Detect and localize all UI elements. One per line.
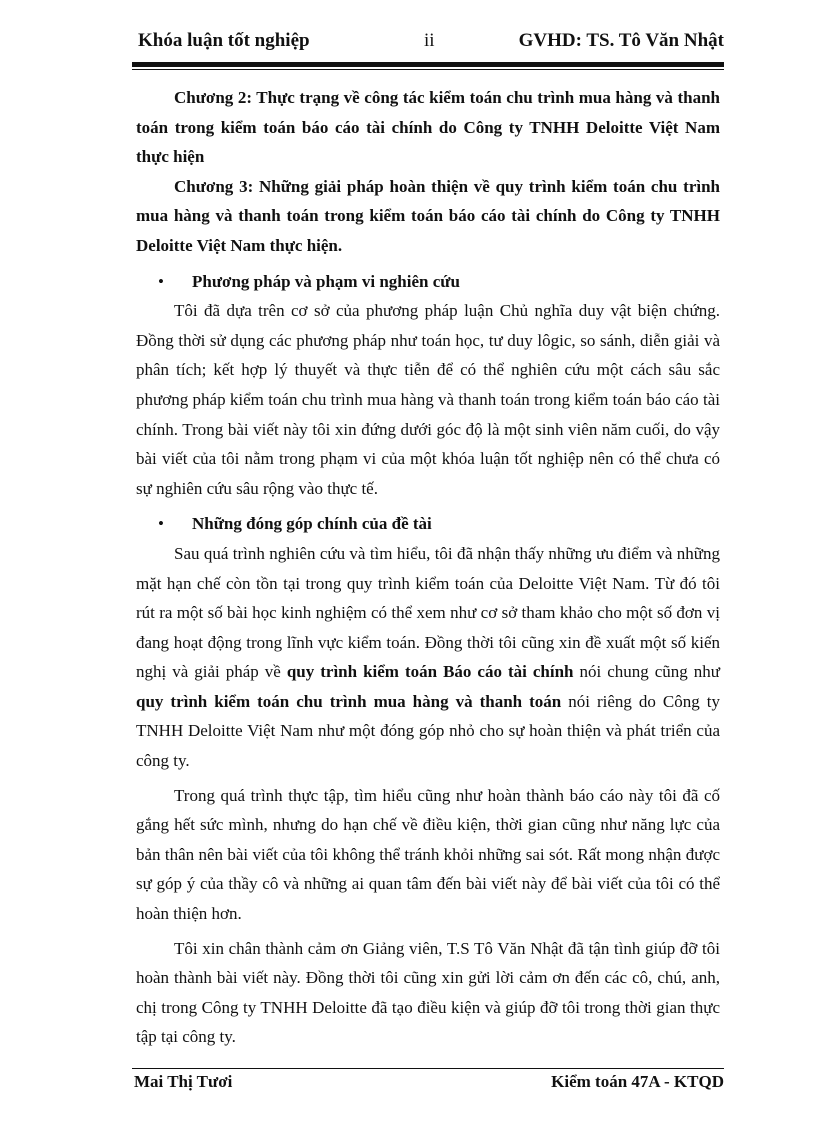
text-run: nói chung cũng như [573, 662, 721, 682]
footer-class: Kiểm toán 47A - KTQD [551, 1072, 724, 1091]
page-number: ii [424, 30, 435, 51]
bullet-icon: • [158, 514, 164, 534]
methods-paragraph: Tôi đã dựa trên cơ sở của phương pháp luận Chủ nghĩa duy vật biện chứng. Đồng thời sử dụng các phương pháp như toán học, tư duy lôgic, so sánh, diễn giải và phân tích; kết hợp lý thuyết và thực tiễn để có thể nghiên cứu một cách sâu sắc phương pháp kiểm toán chu trình mua hàng và thanh toán trong kiểm toán báo cáo tài chính. Trong bài viết này tôi xin đứng dưới góc độ là một sinh viên năm cuối, do vậy bài viết của tôi nằm trong phạm vi của một khóa luận tốt nghiệp nên có thể chưa có sự nghiên cứu sâu rộng vào thực tế. [136, 301, 720, 498]
text-run: Sau quá trình nghiên cứu và tìm hiểu, tôi đã nhận thấy những ưu điểm và những mặt hạn chế còn tồn tại trong quy trình kiểm toán của Deloitte Việt Nam. Từ đó tôi rút ra một số bài học kinh nghiệm có thể xem như cơ sở tham khảo cho một số đơn vị đang hoạt động trong lĩnh vực kiểm toán. Đồng thời tôi cũng xin đề xuất một số kiến nghị và giải pháp về [136, 543, 720, 682]
header-title: Khóa luận tốt nghiệp [138, 30, 310, 51]
text-run: nói riêng do Công ty TNHH Deloitte Việt Nam như một đóng góp nhỏ cho sự hoàn thiện và phát triển của công ty. [136, 691, 720, 771]
header-rule-thick [132, 62, 724, 67]
chapter-3-summary: Chương 3: Những giải pháp hoàn thiện về quy trình kiểm toán chu trình mua hàng và thanh toán trong kiểm toán báo cáo tài chính do Công ty TNHH Deloitte Việt Nam thực hiện. [136, 176, 720, 255]
methods-heading [136, 267, 720, 297]
header-rule-thin [132, 69, 724, 70]
contributions-paragraph-1 [136, 539, 720, 776]
contributions-paragraph-2: Trong quá trình thực tập, tìm hiểu cũng như hoàn thành báo cáo này tôi đã cố gắng hết sức mình, nhưng do hạn chế về điều kiện, thời gian cũng như năng lực của bản thân nên bài viết của tôi không thể tránh khỏi những sai sót. Rất mong nhận được sự góp ý của thầy cô và những ai quan tâm đến bài viết này để bài viết của tôi có thể hoàn thiện hơn. [136, 785, 720, 924]
contributions-heading [136, 509, 720, 539]
footer-rule [132, 1068, 724, 1069]
header-supervisor: GVHD: TS. Tô Văn Nhật [518, 30, 724, 51]
page-body [136, 83, 720, 1052]
page-footer [132, 1070, 724, 1098]
chapter-2-summary: Chương 2: Thực trạng về công tác kiểm toán chu trình mua hàng và thanh toán trong kiểm toán báo cáo tài chính do Công ty TNHH Deloitte Việt Nam thực hiện [136, 88, 720, 167]
bold-text-run: quy trình kiểm toán chu trình mua hàng và thanh toán [136, 691, 562, 711]
methods-heading-text: Phương pháp và phạm vi nghiên cứu [192, 271, 460, 291]
page-header [132, 28, 724, 60]
contributions-heading-text: Những đóng góp chính của đề tài [192, 514, 432, 534]
footer-author: Mai Thị Tươi [134, 1072, 233, 1091]
bullet-icon: • [158, 271, 164, 291]
bold-text-run: quy trình kiểm toán Báo cáo tài chính [286, 662, 574, 682]
acknowledgement-paragraph: Tôi xin chân thành cảm ơn Giảng viên, T.S Tô Văn Nhật đã tận tình giúp đỡ tôi hoàn thành bài viết này. Đồng thời tôi cũng xin gửi lời cảm ơn đến các cô, chú, anh, chị trong Công ty TNHH Deloitte đã tạo điều kiện và giúp đỡ tôi trong thời gian thực tập tại công ty. [136, 938, 720, 1047]
